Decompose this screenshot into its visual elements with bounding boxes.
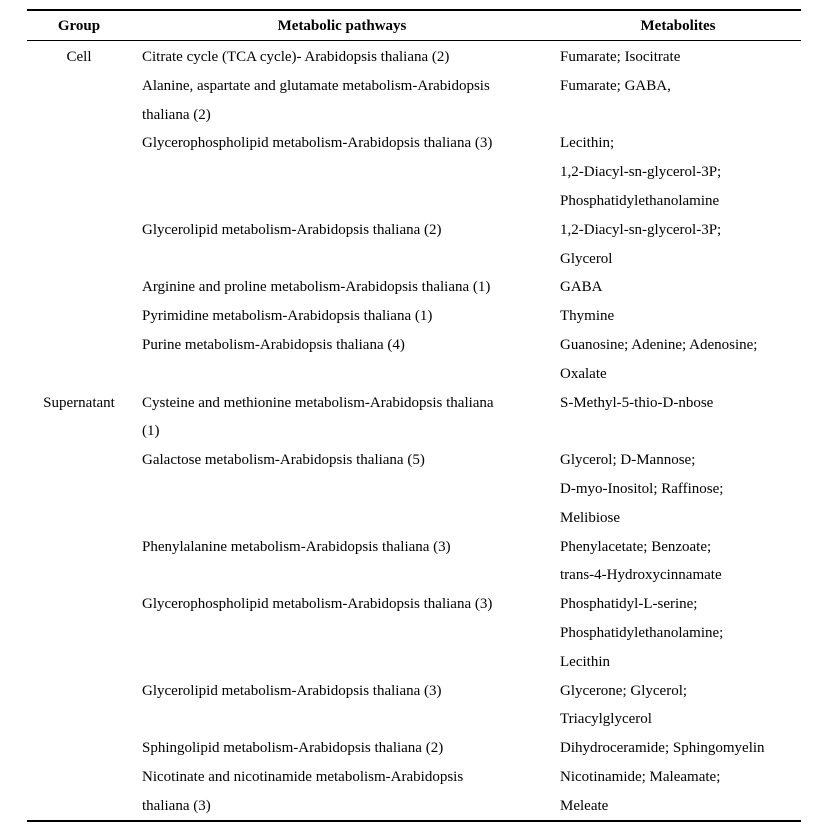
group-cell: Cell (66, 49, 92, 65)
metabolite-line: trans-4-Hydroxycinnamate (560, 567, 722, 584)
pathway-line: Arginine and proline metabolism-Arabidopsis thaliana (1) (142, 279, 491, 296)
table-row (0, 72, 833, 130)
pathway-line: Glycerolipid metabolism-Arabidopsis thaliana (3) (142, 682, 442, 699)
metabolites-cell (560, 763, 802, 821)
table-row (0, 533, 833, 591)
pathway-line: Sphingolipid metabolism-Arabidopsis thaliana (2) (142, 740, 444, 757)
metabolites-cell (560, 677, 802, 735)
pathway-line: Glycerophospholipid metabolism-Arabidopsis thaliana (3) (142, 596, 493, 613)
table-row (0, 273, 833, 302)
metabolites-cell (560, 389, 802, 418)
metabolite-line: S-Methyl-5-thio-D-nbose (560, 394, 714, 411)
header-group: Group (57, 18, 101, 34)
header-metabolic-pathways: Metabolic pathways (277, 18, 407, 34)
metabolite-line: Melibiose (560, 509, 620, 526)
table-row (0, 216, 833, 274)
metabolite-line: 1,2-Diacyl-sn-glycerol-3P; (560, 221, 722, 238)
metabolite-line: Dihydroceramide; Sphingomyelin (560, 740, 765, 757)
table-row (0, 43, 833, 72)
pathway-cell (142, 43, 547, 72)
metabolites-cell (560, 533, 802, 591)
metabolite-line: Nicotinamide; Maleamate; (560, 769, 721, 785)
metabolites-cell (560, 273, 802, 302)
metabolites-cell (560, 302, 802, 331)
pathway-line: (1) (142, 423, 160, 440)
pathway-cell (142, 331, 547, 360)
metabolites-cell (560, 331, 802, 389)
pathway-line: Cysteine and methionine metabolism-Arabidopsis thaliana (142, 394, 494, 411)
metabolites-cell (560, 43, 802, 72)
metabolite-line: Lecithin; (560, 135, 615, 152)
metabolite-line: Phenylacetate; Benzoate; (560, 538, 712, 555)
metabolite-line: GABA (560, 279, 603, 296)
table-bottom-rule (27, 820, 801, 822)
metabolites-cell (560, 216, 802, 274)
header-rule (27, 40, 801, 41)
pathway-line: Galactose metabolism-Arabidopsis thaliana (5) (142, 452, 425, 469)
metabolite-line: Glycerone; Glycerol; (560, 682, 688, 699)
table-row (0, 446, 833, 532)
pathway-line: Glycerophospholipid metabolism-Arabidopsis thaliana (3) (142, 135, 493, 152)
pathway-cell (142, 763, 547, 821)
table-row (0, 590, 833, 676)
table-row (0, 302, 833, 331)
pathway-cell (142, 273, 547, 302)
pathway-cell (142, 734, 547, 763)
pathway-line: thaliana (3) (142, 797, 211, 814)
pathway-cell (142, 216, 547, 245)
metabolite-line: Thymine (560, 308, 615, 325)
metabolites-cell (560, 129, 802, 215)
pathway-cell (142, 302, 547, 331)
header-metabolites: Metabolites (640, 18, 716, 34)
metabolites-cell (560, 734, 802, 763)
pathway-cell (142, 533, 547, 562)
pathway-line: Citrate cycle (TCA cycle)- Arabidopsis thaliana (2) (142, 49, 450, 65)
table-row (0, 129, 833, 215)
metabolite-line: Triacylglycerol (560, 711, 652, 728)
pathway-cell (142, 72, 547, 130)
metabolites-cell (560, 72, 802, 101)
metabolite-line: 1,2-Diacyl-sn-glycerol-3P; (560, 164, 722, 181)
table-top-rule (27, 9, 801, 11)
metabolite-line: Glycerol; D-Mannose; (560, 452, 696, 469)
pathway-cell (142, 129, 547, 158)
metabolite-line: Oxalate (560, 365, 607, 382)
pathway-cell (142, 446, 547, 475)
pathway-line: Purine metabolism-Arabidopsis thaliana (4) (142, 337, 405, 353)
metabolites-cell (560, 446, 802, 532)
metabolite-line: Lecithin (560, 653, 610, 670)
metabolite-line: Glycerol (560, 250, 613, 267)
table-row (0, 763, 833, 821)
metabolites-cell (560, 590, 802, 676)
pathway-line: Phenylalanine metabolism-Arabidopsis thaliana (3) (142, 538, 451, 555)
group-cell: Supernatant (43, 394, 115, 411)
metabolite-line: Phosphatidyl-L-serine; (560, 596, 698, 613)
metabolite-line: Guanosine; Adenine; Adenosine; (560, 337, 758, 353)
pathway-cell (142, 389, 547, 447)
pathway-line: Glycerolipid metabolism-Arabidopsis thaliana (2) (142, 221, 442, 238)
metabolite-line: Fumarate; Isocitrate (560, 49, 681, 65)
pathway-line: Pyrimidine metabolism-Arabidopsis thaliana (1) (142, 308, 433, 325)
pathway-cell (142, 677, 547, 706)
pathway-line: Nicotinate and nicotinamide metabolism-Arabidopsis (142, 769, 464, 785)
table-row (0, 331, 833, 389)
metabolite-line: Phosphatidylethanolamine (560, 192, 720, 209)
metabolite-line: Meleate (560, 797, 609, 814)
table-row (0, 677, 833, 735)
pathway-line: Alanine, aspartate and glutamate metabolism-Arabidopsis (142, 77, 490, 94)
pathway-cell (142, 590, 547, 619)
pathway-line: thaliana (2) (142, 106, 211, 123)
metabolite-line: Phosphatidylethanolamine; (560, 624, 724, 641)
metabolite-line: D-myo-Inositol; Raffinose; (560, 480, 724, 497)
table-row (0, 389, 833, 447)
table-row (0, 734, 833, 763)
metabolite-line: Fumarate; GABA, (560, 77, 671, 94)
